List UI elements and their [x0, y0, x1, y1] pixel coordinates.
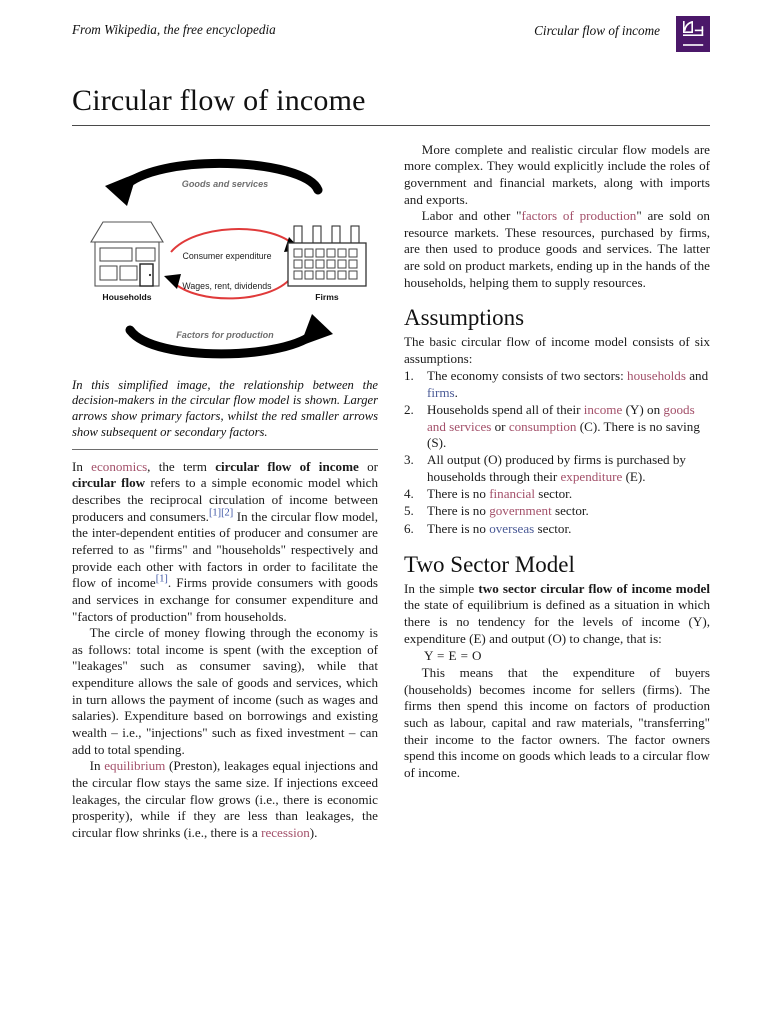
link-recession[interactable]: recession: [261, 824, 310, 840]
link-firms[interactable]: firms: [427, 384, 455, 400]
p1-text-6: . Firms provide consumers with goods and services in exchange for consumer expenditure and "factors of production" from households.: [72, 575, 378, 624]
list-item: [404, 521, 710, 538]
two-sector-paragraph-2: This means that the expenditure of buyers (households) becomes income for sellers (firms). The firms then spend this income on factors of production such as labour, capital and raw materials, "transferring" their income to the factor owners. The factor owners spend this income on goods which leads to a circular flow of income.: [404, 664, 710, 780]
page-title: Circular flow of income: [72, 84, 366, 117]
figure-caption-divider: [72, 449, 378, 450]
a1-text-2: and: [685, 368, 709, 384]
reference-2[interactable]: [2]: [221, 507, 234, 519]
diagram-arrow-label-consumer-expenditure: Consumer expenditure: [182, 250, 272, 261]
diagram-arrow-label-factors-for-production: Factors for production: [176, 329, 274, 340]
p1-bold-2: circular flow: [72, 475, 146, 491]
right-paragraph-2: [404, 208, 710, 291]
a4-text-2: sector.: [535, 486, 573, 502]
link-income[interactable]: income: [583, 402, 623, 418]
link-households[interactable]: households: [627, 368, 686, 384]
rp2-text-1: Labor and other ": [421, 208, 522, 224]
running-header: [72, 22, 710, 56]
a2-text-2: (Y) on: [622, 402, 664, 418]
firms-factory-shape: [288, 226, 366, 286]
link-factors-of-production[interactable]: factors of production: [521, 208, 637, 224]
header-right-group: [534, 22, 710, 52]
left-column: [72, 142, 378, 842]
link-economics[interactable]: economics: [91, 458, 148, 474]
a4-text-1: There is no: [427, 486, 490, 502]
list-item: [404, 452, 710, 485]
a3-text-1: All output (O) produced by firms is purchased by households through their: [427, 452, 686, 485]
header-article-title: Circular flow of income: [534, 23, 660, 38]
ts1-bold-1: two sector circular flow of income model: [478, 580, 710, 596]
diagram-label-households: Households: [102, 291, 152, 302]
link-overseas[interactable]: overseas: [489, 520, 535, 536]
list-item: [404, 402, 710, 452]
equilibrium-equation: Y = E = O: [424, 648, 482, 664]
a2-text-4: (C). There is no saving (S).: [427, 418, 700, 451]
link-government[interactable]: government: [489, 503, 552, 519]
link-financial[interactable]: financial: [489, 486, 535, 502]
a3-text-2: (E).: [622, 469, 646, 485]
p1-text-3: or: [358, 458, 378, 474]
left-paragraph-1: [72, 459, 378, 625]
households-house-shape: [91, 222, 163, 286]
right-column: [404, 142, 710, 842]
p3-text-1: In: [89, 758, 105, 774]
link-consumption[interactable]: consumption: [508, 418, 577, 434]
section-heading-assumptions: Assumptions: [404, 305, 525, 331]
diagram-arrow-label-goods-and-services: Goods and services: [181, 178, 269, 189]
link-goods-and-services[interactable]: goods and services: [427, 402, 695, 434]
reference-1[interactable]: [1]: [208, 507, 222, 519]
ts1-text-2: the state of equilibrium is defined as a situation in which there is no tendency for the levels of income (Y), expenditure (E) and output (O) to change, that is:: [404, 597, 710, 646]
link-expenditure[interactable]: expenditure: [560, 469, 623, 485]
diagram-arrow-label-wages-rent-dividends: Wages, rent, dividends: [182, 280, 272, 291]
p1-text-5: In the circular flow model, the inter-dependent entities of producer and consumer are referred to as "firms" and "households" respectively and provide each other with factors in order to facilitate the flow of income: [72, 508, 378, 591]
p1-text-2: , the term: [147, 458, 216, 474]
reference-3[interactable]: [1]: [155, 573, 168, 585]
link-equilibrium[interactable]: equilibrium: [104, 758, 166, 774]
two-sector-paragraph-1: [404, 581, 710, 648]
body-columns: [72, 142, 710, 842]
left-paragraph-2: The circle of money flowing through the economy is as follows: total income is spent (with the exception of "leakages" such as consumer saving), while that expenditure allows the sale of goods and services, which in turn allows the payment of income (such as wages and salaries). Expenditure based on borrowings and existing wealth – i.e., "injections" such as fixed investment – can add to total spending.: [72, 625, 378, 757]
wikipedia-book-logo-icon: [676, 16, 710, 52]
assumptions-list: [404, 368, 710, 537]
header-source-text: From Wikipedia, the free encyclopedia: [72, 22, 276, 37]
p1-text-4: refers to a simple economic model which describes the reciprocal circulation of income between producers and consumers.: [72, 475, 379, 524]
ts1-text-1: In the simple: [404, 580, 479, 596]
a5-text-2: sector.: [551, 503, 589, 519]
a2-text-1: Households spend all of their: [427, 402, 584, 418]
list-item: [404, 486, 710, 503]
a6-text-1: There is no: [427, 520, 490, 536]
p1-bold-1: circular flow of income: [215, 458, 359, 474]
list-item: [404, 503, 710, 520]
p3-text-3: ).: [309, 824, 318, 840]
p1-text-1: In: [72, 458, 92, 474]
rp2-text-2: " are sold on resource markets. These resources, purchased by firms, are then used to produce goods and services. The latter are sold on product markets, ending up in the hands of the households, helping them to supply resources.: [404, 208, 710, 290]
figure-caption: In this simplified image, the relationship between the decision-makers in the circular flow model is shown. Larger arrows show primary factors, whilst the red smaller arrows show subsequent or secondary factors.: [72, 377, 378, 439]
a2-text-3: or: [491, 418, 509, 434]
p3-text-2: (Preston), leakages equal injections and the circular flow stays the same size. If injections exceed leakages, the circular flow grows (i.e., there is economic prosperity), while if they are less than leakages, the circular flow shrinks (i.e., there is a: [72, 758, 378, 840]
diagram-label-firms: Firms: [315, 291, 339, 302]
section-heading-two-sector-model: Two Sector Model: [404, 552, 575, 578]
list-item: [404, 368, 710, 401]
a1-text-1: The economy consists of two sectors:: [427, 368, 628, 384]
a6-text-2: sector.: [534, 520, 572, 536]
assumptions-intro: The basic circular flow of income model consists of six assumptions:: [404, 333, 710, 366]
title-divider: [72, 125, 710, 126]
left-paragraph-3: [72, 758, 378, 841]
a1-text-3: .: [454, 384, 458, 400]
right-paragraph-1: More complete and realistic circular flow models are more complex. They would explicitly include the roles of government and financial markets, along with imports and exports.: [404, 141, 710, 207]
circular-flow-diagram: [72, 142, 378, 374]
a5-text-1: There is no: [427, 503, 490, 519]
